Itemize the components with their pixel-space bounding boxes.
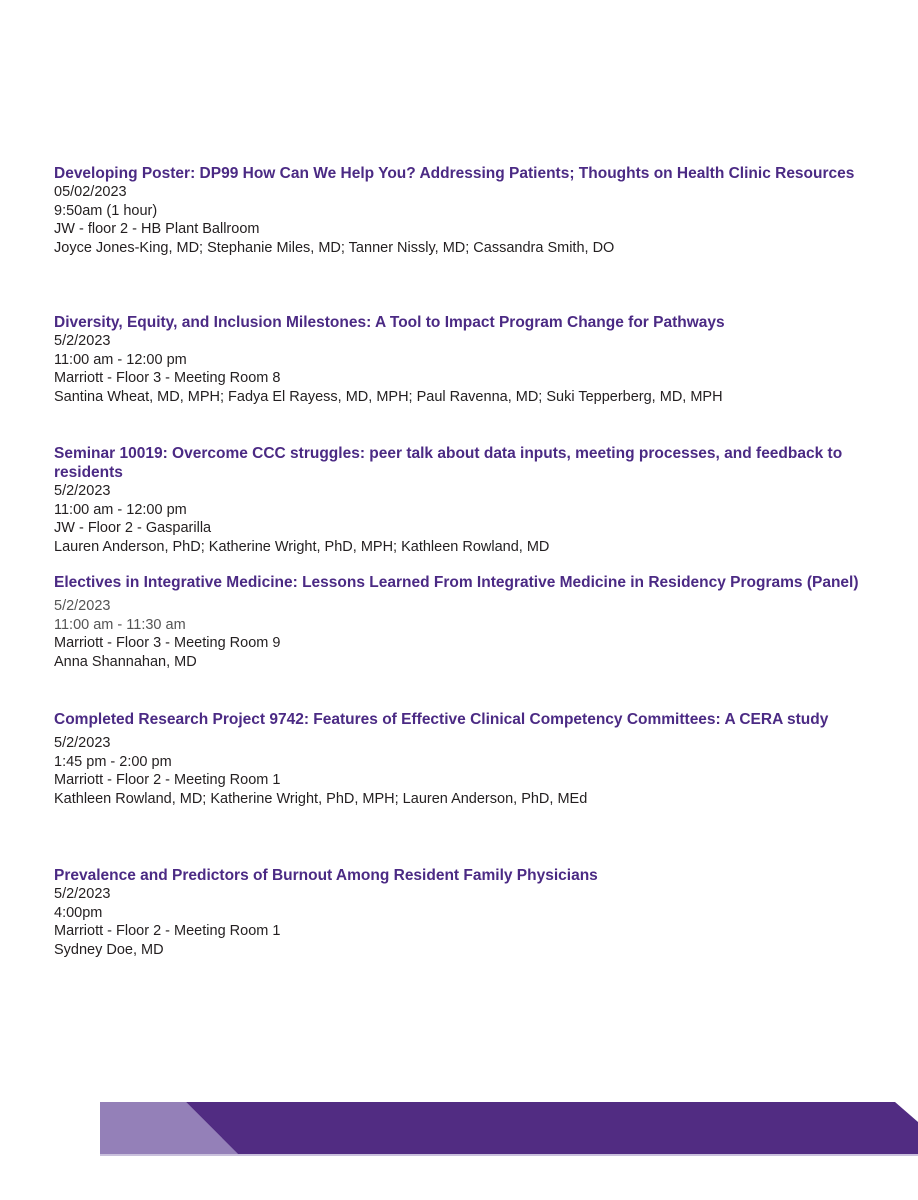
session-title: Developing Poster: DP99 How Can We Help You? Addressing Patients; Thoughts on Health Clinic Resources bbox=[54, 165, 855, 182]
session-time: 11:00 am - 11:30 am bbox=[54, 616, 186, 633]
session-presenters: Joyce Jones-King, MD; Stephanie Miles, MD; Tanner Nissly, MD; Cassandra Smith, DO bbox=[54, 239, 615, 256]
session-title: Prevalence and Predictors of Burnout Among Resident Family Physicians bbox=[54, 867, 598, 884]
session-date: 5/2/2023 bbox=[54, 333, 111, 349]
session-entry bbox=[54, 709, 874, 808]
session-location: JW - floor 2 - HB Plant Ballroom bbox=[54, 221, 260, 237]
session-time: 11:00 am - 12:00 pm bbox=[54, 351, 187, 368]
session-location: Marriott - Floor 3 - Meeting Room 8 bbox=[54, 370, 281, 386]
session-entry bbox=[54, 444, 874, 556]
session-time: 1:45 pm - 2:00 pm bbox=[54, 753, 172, 770]
session-title: Seminar 10019: Overcome CCC struggles: peer talk about data inputs, meeting processes, and feedback to residents bbox=[54, 445, 843, 481]
session-time: 11:00 am - 12:00 pm bbox=[54, 501, 187, 518]
session-presenters: Lauren Anderson, PhD; Katherine Wright, PhD, MPH; Kathleen Rowland, MD bbox=[54, 538, 550, 555]
session-time: 4:00pm bbox=[54, 904, 103, 921]
session-entry bbox=[54, 164, 874, 257]
session-title: Diversity, Equity, and Inclusion Milestones: A Tool to Impact Program Change for Pathways bbox=[54, 314, 725, 331]
session-title: Electives in Integrative Medicine: Lessons Learned From Integrative Medicine in Residency Programs (Panel) bbox=[54, 574, 859, 591]
session-location: JW - Floor 2 - Gasparilla bbox=[54, 520, 212, 536]
session-presenters: Sydney Doe, MD bbox=[54, 941, 164, 958]
session-presenters: Santina Wheat, MD, MPH; Fadya El Rayess, MD, MPH; Paul Ravenna, MD; Suki Tepperberg, MD, MPH bbox=[54, 388, 723, 405]
session-date: 5/2/2023 bbox=[54, 886, 111, 902]
footer-band-dark bbox=[186, 1102, 918, 1154]
session-time: 9:50am (1 hour) bbox=[54, 202, 158, 219]
session-date: 5/2/2023 bbox=[54, 735, 111, 751]
session-presenters: Kathleen Rowland, MD; Katherine Wright, PhD, MPH; Lauren Anderson, PhD, MEd bbox=[54, 790, 588, 807]
session-date: 5/2/2023 bbox=[54, 598, 111, 614]
session-location: Marriott - Floor 2 - Meeting Room 1 bbox=[54, 772, 281, 788]
session-title: Completed Research Project 9742: Features of Effective Clinical Competency Committees: A CERA study bbox=[54, 711, 829, 728]
footer-band bbox=[0, 1100, 918, 1160]
session-date: 05/02/2023 bbox=[54, 184, 127, 200]
session-entry bbox=[54, 866, 874, 959]
session-location: Marriott - Floor 3 - Meeting Room 9 bbox=[54, 635, 281, 651]
session-presenters: Anna Shannahan, MD bbox=[54, 653, 197, 670]
session-entry bbox=[54, 313, 874, 406]
session-date: 5/2/2023 bbox=[54, 483, 111, 499]
session-entry bbox=[54, 572, 874, 671]
session-location: Marriott - Floor 2 - Meeting Room 1 bbox=[54, 923, 281, 939]
